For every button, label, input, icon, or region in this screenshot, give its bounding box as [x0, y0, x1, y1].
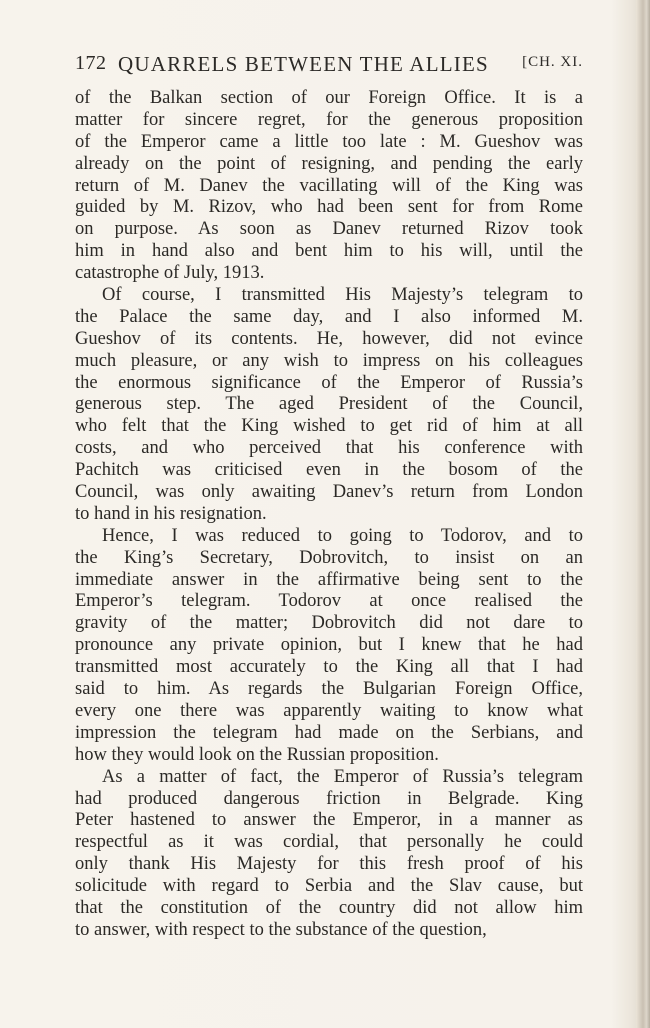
text-line: costs, and who perceived that his conference with — [75, 438, 583, 459]
text-line: on purpose. As soon as Danev returned Rizov took — [75, 219, 583, 240]
text-line: had produced dangerous friction in Belgrade. King — [75, 788, 583, 809]
text-line: Hence, I was reduced to going to Todorov, and to — [102, 525, 583, 546]
text-line: return of M. Danev the vacillating will of the King was — [75, 175, 583, 196]
text-line: Peter hastened to answer the Emperor, in a manner as — [75, 810, 583, 831]
text-line: said to him. As regards the Bulgarian Foreign Office, — [75, 679, 583, 700]
text-line: solicitude with regard to Serbia and the Slav cause, but — [75, 876, 583, 897]
text-line: Emperor’s telegram. Todorov at once realised the — [75, 591, 583, 612]
chapter-mark: [CH. XI. — [522, 54, 583, 70]
text-line: that the constitution of the country did not allow him — [75, 897, 583, 918]
text-line: him in hand also and bent him to his will, until the — [75, 241, 583, 262]
text-line: As a matter of fact, the Emperor of Russia’s telegram — [102, 766, 583, 787]
paragraph — [75, 526, 583, 767]
text-line: respectful as it was cordial, that personally he could — [75, 832, 583, 853]
text-line: of the Emperor came a little too late : M. Gueshov was — [75, 131, 583, 152]
text-line: who felt that the King wished to get rid of him at all — [75, 416, 583, 437]
text-line: Of course, I transmitted His Majesty’s telegram to — [102, 285, 583, 306]
text-line: only thank His Majesty for this fresh proof of his — [75, 854, 583, 875]
text-line: catastrophe of July, 1913. — [75, 263, 265, 284]
text-line: already on the point of resigning, and pending the early — [75, 153, 583, 174]
text-line: transmitted most accurately to the King all that I had — [75, 657, 583, 678]
paragraph — [75, 88, 583, 285]
text-line: of the Balkan section of our Foreign Office. It is a — [75, 88, 583, 108]
text-line: impression the telegram had made on the Serbians, and — [75, 722, 583, 743]
body-text — [75, 88, 583, 942]
text-line: to hand in his resignation. — [75, 503, 267, 524]
text-line: how they would look on the Russian proposition. — [75, 744, 439, 765]
text-line: gravity of the matter; Dobrovitch did not dare to — [75, 613, 583, 634]
paragraph — [75, 767, 583, 942]
running-header — [75, 52, 583, 80]
text-line: to answer, with respect to the substance of the question, — [75, 919, 487, 940]
page-edge-shadow — [636, 0, 650, 1028]
text-line: the enormous significance of the Emperor of Russia’s — [75, 372, 583, 393]
text-line: Pachitch was criticised even in the bosom of the — [75, 460, 583, 481]
text-line: every one there was apparently waiting to know what — [75, 700, 583, 721]
text-line: much pleasure, or any wish to impress on his colleagues — [75, 350, 583, 371]
text-line: Gueshov of its contents. He, however, did not evince — [75, 328, 583, 349]
page-number: 172 — [75, 52, 107, 74]
text-line: the Palace the same day, and I also informed M. — [75, 306, 583, 327]
text-line: guided by M. Rizov, who had been sent for from Rome — [75, 197, 583, 218]
text-line: the King’s Secretary, Dobrovitch, to insist on an — [75, 547, 583, 568]
text-line: immediate answer in the affirmative being sent to the — [75, 569, 583, 590]
text-line: matter for sincere regret, for the generous proposition — [75, 109, 583, 130]
text-line: Council, was only awaiting Danev’s return from London — [75, 482, 583, 503]
running-title: QUARRELS BETWEEN THE ALLIES — [118, 52, 489, 76]
text-line: pronounce any private opinion, but I knew that he had — [75, 635, 583, 656]
paragraph — [75, 285, 583, 526]
text-line: generous step. The aged President of the Council, — [75, 394, 583, 415]
